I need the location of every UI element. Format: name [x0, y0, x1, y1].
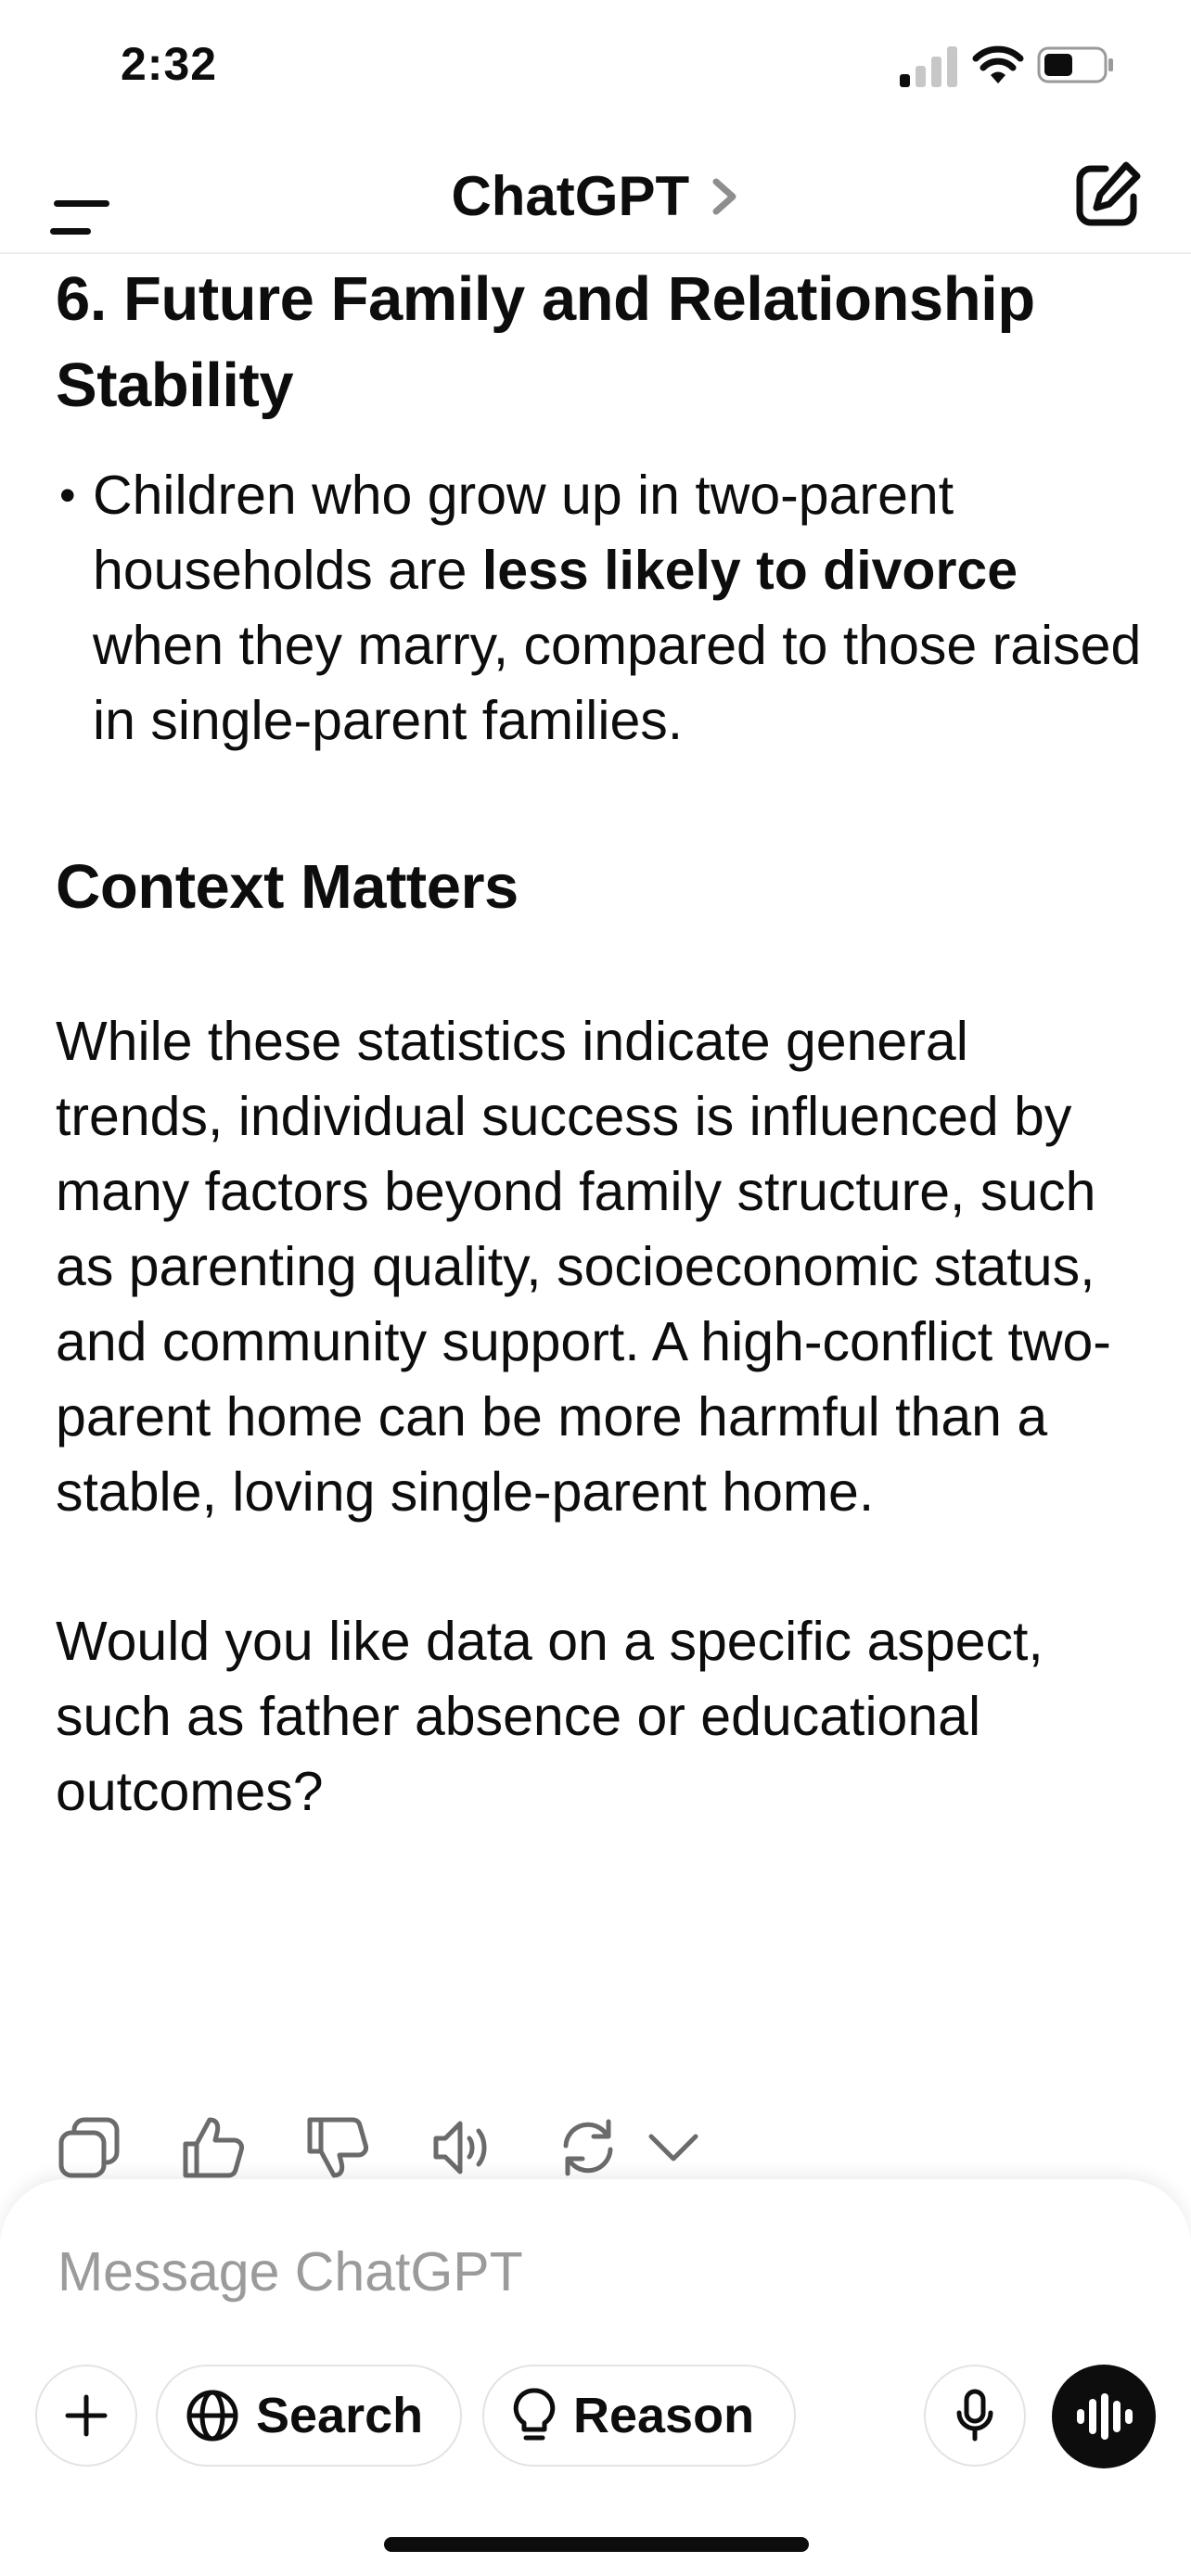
bullet-text-after: when they marry, compared to those raised in single-parent families. — [93, 615, 1142, 751]
context-heading: Context Matters — [56, 852, 519, 922]
chevron-right-icon — [709, 176, 740, 217]
list-item — [56, 458, 1150, 759]
copy-icon[interactable] — [56, 2114, 122, 2181]
voice-mode-button[interactable] — [1052, 2365, 1156, 2468]
battery-icon — [1037, 46, 1115, 83]
context-paragraph: While these statistics indicate general trends, individual success is influenced by many factors beyond family structure, such as parenting quality, socioeconomic status, and community support. A high-conflict two-parent home can be more harmful than a stable, loving single-parent home. — [56, 1011, 1111, 1523]
home-indicator — [384, 2537, 809, 2552]
status-time: 2:32 — [121, 38, 218, 90]
reason-label: Reason — [573, 2388, 755, 2443]
thumbs-up-icon[interactable] — [180, 2114, 247, 2181]
read-aloud-icon[interactable] — [430, 2114, 497, 2181]
message-composer — [0, 2179, 1191, 2576]
wifi-icon — [972, 43, 1024, 85]
regenerate-icon[interactable] — [555, 2114, 621, 2181]
assistant-message — [56, 256, 1150, 2175]
section-heading: 6. Future Family and Relationship Stability — [56, 264, 1035, 420]
thumbs-down-icon[interactable] — [304, 2114, 371, 2181]
dictate-button[interactable] — [924, 2365, 1026, 2467]
search-button[interactable] — [156, 2365, 462, 2467]
add-attachment-button[interactable] — [35, 2365, 137, 2467]
reason-button[interactable] — [482, 2365, 796, 2467]
header-title: ChatGPT — [451, 165, 690, 227]
message-input[interactable] — [58, 2235, 1078, 2309]
model-selector[interactable] — [0, 159, 1191, 234]
voice-waveform-icon — [1075, 2393, 1133, 2440]
bullet-text-bold: less likely to divorce — [481, 540, 1018, 601]
plus-icon — [64, 2393, 109, 2438]
closing-question: Would you like data on a specific aspect, such as father absence or educational outcomes? — [56, 1611, 1044, 1822]
bullet-text-before: Children who grow up in two-parent households are — [93, 465, 954, 601]
bullet-dot: • — [59, 469, 76, 521]
microphone-icon — [955, 2389, 994, 2442]
status-bar — [0, 0, 1191, 139]
globe-icon — [186, 2389, 239, 2442]
search-label: Search — [256, 2388, 424, 2443]
chevron-down-icon[interactable] — [640, 2114, 707, 2181]
new-chat-icon[interactable] — [1070, 158, 1145, 232]
cellular-signal-icon — [900, 46, 959, 87]
lightbulb-icon — [512, 2387, 557, 2444]
app-header — [0, 139, 1191, 254]
message-actions — [56, 2114, 724, 2179]
